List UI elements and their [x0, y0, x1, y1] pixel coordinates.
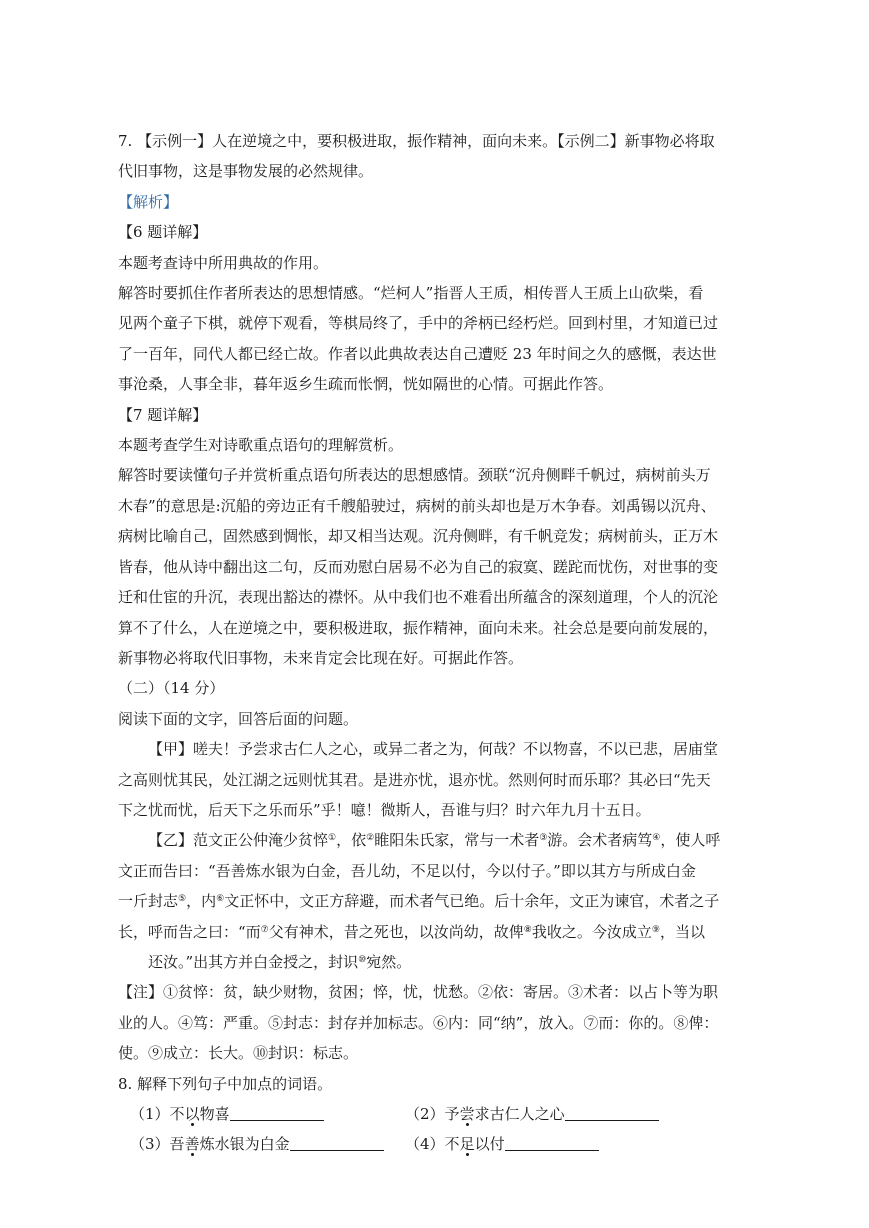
passage-yi-line: 文正而告曰：“吾善炼水银为白金，吾儿幼，不足以付，今以付子。”即以其方与所成白金 [118, 861, 696, 880]
answer-blank[interactable] [290, 1135, 384, 1151]
section-heading: （二）（14 分） [118, 679, 225, 698]
passage-yi-line: 长，呼而告之曰：“而⑦父有神术，昔之死也，以汝尚幼，故俾⑧我收之。今汝成立⑨，当以 [118, 922, 705, 941]
footnote-marker: ⑧ [523, 924, 532, 935]
q6-detail-line: 见两个童子下棋，就停下观看，等棋局终了，手中的斧柄已经朽烂。回到村里，才知道已过 [118, 314, 719, 333]
q6-detail-title: 【6 题详解】 [118, 223, 208, 242]
q7-detail-line: 迁和仕宦的升沉，表现出豁达的襟怀。从中我们也不难看出所蕴含的深刻道理，个人的沉沦 [118, 588, 719, 607]
q7-detail-line: 解答时要读懂句子并赏析重点语句所表达的思想感情。颈联“沉舟侧畔千帆过，病树前头万 [118, 466, 711, 485]
q7-detail-line: 算不了什么，人在逆境之中，要积极进取，振作精神，面向未来。社会总是要向前发展的， [118, 618, 719, 637]
q8-row [118, 1099, 753, 1129]
notes-line: 使。⑨成立：长大。⑩封识：标志。 [118, 1044, 359, 1063]
footnote-marker: ③ [539, 833, 548, 844]
analysis-label: 【解析】 [118, 192, 179, 211]
q7-answer-line-1: 7. 【示例一】人在逆境之中，要积极进取，振作精神，面向未来。【示例二】新事物必将取 [118, 132, 715, 150]
q6-detail-line: 解答时要抓住作者所表达的思想情感。“烂柯人”指晋人王质，相传晋人王质上山砍柴，看 [118, 284, 704, 303]
footnote-marker: ① [328, 833, 337, 844]
q6-detail-line: 事沧桑，人事全非，暮年返乡生疏而怅惘，恍如隔世的心情。可据此作答。 [118, 375, 614, 394]
q7-detail-line: 皆春，他从诗中翻出这二句，反而劝慰白居易不必为自己的寂寞、蹉跎而忧伤，对世事的变 [118, 557, 719, 576]
q7-detail-title: 【7 题详解】 [118, 405, 208, 424]
q6-detail-line: 本题考查诗中所用典故的作用。 [118, 253, 329, 272]
emphasis-dot-char: 足 [459, 1135, 475, 1154]
notes-line: 【注】①贫悴：贫，缺少财物，贫困；悴，忧，忧愁。②依：寄居。③术者：以占卜等为职 [118, 983, 719, 1002]
q7-detail-line: 新事物必将取代旧事物，未来肯定会比现在好。可据此作答。 [118, 648, 524, 667]
q8-prompt: 8. 解释下列句子中加点的词语。 [118, 1074, 333, 1093]
answer-blank[interactable] [230, 1105, 324, 1121]
footnote-marker: ⑤ [178, 894, 187, 905]
passage-yi-line: 【乙】范文正公仲淹少贫悴①，依②睢阳朱氏家，常与一术者③游。会术者病笃④，使人呼 [148, 831, 721, 850]
passage-jia-line: 下之忧而忧，后天下之乐而乐”乎！噫！微斯人，吾谁与归？时六年九月十五日。 [118, 800, 651, 819]
answer-blank[interactable] [505, 1135, 599, 1151]
emphasis-dot-char: 以 [184, 1105, 200, 1123]
q8-item: （2）予尝求古仁人之心 [405, 1099, 659, 1129]
document-content [118, 126, 753, 1160]
notes-line: 业的人。④笃：严重。⑤封志：封存并加标志。⑥内：同“纳”，放入。⑦而：你的。⑧俾： [118, 1013, 719, 1032]
q6-detail-line: 了一百年，同代人都已经亡故。作者以此典故表达自己遭贬 23 年时间之久的感慨，表达世 [118, 344, 717, 363]
passage-yi-line: 一斤封志⑤，内⑥文正怀中，文正方辞避，而术者气已绝。后十余年，文正为谏官，术者之子 [118, 892, 720, 911]
q7-detail-line: 本题考查学生对诗歌重点语句的理解赏析。 [118, 436, 404, 455]
passage-yi-line: 还汝。”出其方并白金授之，封识⑩宛然。 [148, 952, 412, 971]
answer-blank[interactable] [565, 1105, 659, 1121]
footnote-marker: ⑥ [216, 894, 225, 905]
footnote-marker: ⑨ [651, 924, 660, 935]
passage-jia-line: 之高则忧其民，处江湖之远则忧其君。是进亦忧，退亦忧。然则何时而乐耶？其必曰“先天 [118, 770, 711, 789]
q7-answer-line-2: 代旧事物，这是事物发展的必然规律。 [118, 162, 374, 181]
section-instruction: 阅读下面的文字，回答后面的问题。 [118, 709, 359, 728]
q7-detail-line: 病树比喻自己，固然感到惆怅，却又相当达观。沉舟侧畔，有千帆竞发；病树前头，正万木 [118, 527, 719, 546]
q8-item: （4）不足以付 [405, 1129, 599, 1159]
q8-item: （1）不以物喜 [118, 1099, 405, 1129]
footnote-marker: ⑦ [260, 924, 269, 935]
footnote-marker: ④ [652, 833, 661, 844]
q8-row [118, 1129, 753, 1159]
q7-detail-line: 木春”的意思是:沉船的旁边正有千艘船驶过，病树的前头却也是万木争春。刘禹锡以沉舟、 [118, 496, 716, 515]
q8-item: （3）吾善炼水银为白金 [118, 1129, 405, 1159]
emphasis-dot-char: 善 [184, 1135, 200, 1154]
passage-jia-line: 【甲】嗟夫！予尝求古仁人之心，或异二者之为，何哉？不以物喜，不以已悲，居庙堂 [148, 740, 719, 759]
emphasis-dot-char: 尝 [459, 1105, 475, 1123]
footnote-marker: ⑩ [358, 954, 367, 965]
footnote-marker: ② [366, 833, 375, 844]
